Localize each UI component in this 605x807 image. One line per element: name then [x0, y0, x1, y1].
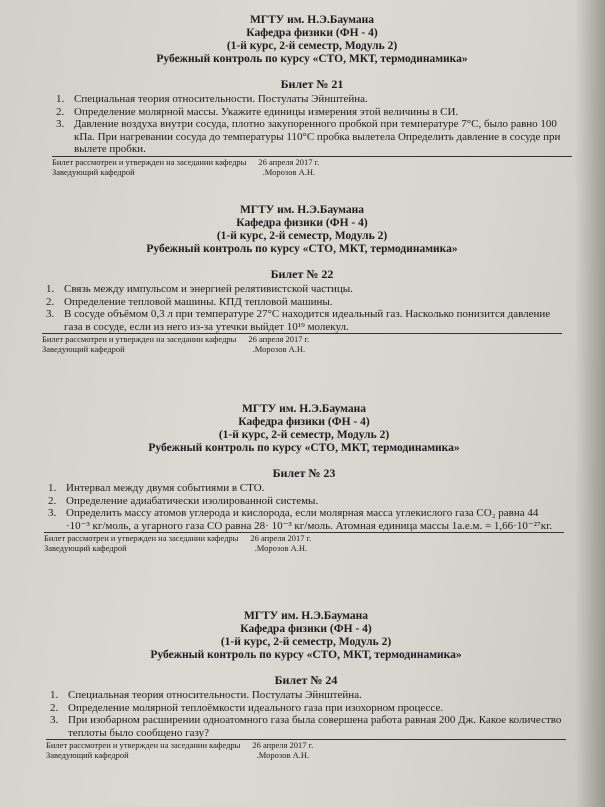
department-name: Кафедра физики (ФН - 4) [246, 27, 378, 39]
ticket-24 [46, 610, 566, 760]
question-number: 1. [48, 482, 57, 494]
question-text: Определение адиабатически изолированной системы. [66, 494, 319, 507]
question-text: Специальная теория относительности. Постулаты Эйнштейна. [74, 93, 368, 105]
question-item [46, 714, 566, 740]
approval-line [46, 740, 566, 750]
question-item [44, 495, 564, 508]
question-item [46, 689, 566, 702]
signature-line [46, 750, 566, 760]
question-list [44, 482, 564, 533]
head-name: .Морозов А.Н. [252, 344, 306, 354]
department-name: Кафедра физики (ФН - 4) [238, 416, 370, 428]
approval-date: 26 апреля 2017 г. [258, 156, 320, 167]
question-text: Определить массу атомов углерода и кислорода, если молярная масса углекислого газа СО₂ равна 44 ·10⁻³ кг/моль, а угарного газа СО равна 28· 10⁻³ кг/моль. Атомная единица массы 1а.е.м. = 1,66·10⁻²⁷кг. [66, 507, 553, 532]
question-text: Давление воздуха внутри сосуда, плотно закупоренного пробкой при температуре 7°С, было равно 100 кПа. При нагревании сосуда до температуры 110°С пробка вылетела Определить давление в сосуде при вылете пробки. [74, 118, 561, 155]
approval-line [44, 533, 564, 543]
head-name: .Морозов А.Н. [254, 543, 308, 553]
question-item [44, 507, 564, 533]
university-name: МГТУ им. Н.Э.Баумана [243, 610, 369, 622]
question-item [44, 482, 564, 495]
question-number: 2. [50, 701, 59, 714]
approval-text: Билет рассмотрен и утвержден на заседании кафедры [52, 156, 247, 167]
question-number: 2. [48, 494, 57, 507]
exam-subject: Рубежный контроль по курсу «СТО, МКТ, термодинамика» [150, 649, 462, 661]
signature-line [42, 344, 562, 354]
signature-line [52, 167, 572, 177]
question-text: Специальная теория относительности. Постулаты Эйнштейна. [68, 689, 362, 701]
question-number: 2. [46, 295, 55, 308]
question-text: В сосуде объёмом 0,3 л при температуре 27°С находится идеальный газ. Насколько понизится давление газа в сосуде, если из него из-за утечки выйдет 10¹⁹ молекул. [64, 308, 551, 333]
question-text: Связь между импульсом и энергией релятивистской частицы. [64, 283, 353, 295]
signature-line [44, 543, 564, 553]
question-item [42, 296, 562, 309]
head-name: .Морозов А.Н. [256, 750, 310, 760]
university-name: МГТУ им. Н.Э.Баумана [241, 403, 367, 415]
question-number: 3. [50, 714, 59, 726]
head-label: Заведующий кафедрой [42, 344, 125, 354]
question-item [42, 283, 562, 296]
course-info: (1-й курс, 2-й семестр, Модуль 2) [226, 40, 398, 52]
department-name: Кафедра физики (ФН - 4) [240, 623, 372, 635]
paper-shadow [575, 0, 605, 807]
question-number: 1. [46, 283, 55, 295]
course-info: (1-й курс, 2-й семестр, Модуль 2) [218, 429, 390, 441]
ticket-title: Билет № 21 [280, 77, 344, 91]
question-number: 3. [48, 507, 57, 519]
exam-subject: Рубежный контроль по курсу «СТО, МКТ, термодинамика» [146, 243, 458, 255]
question-item [52, 106, 572, 119]
approval-text: Билет рассмотрен и утвержден на заседании кафедры [44, 533, 239, 543]
ticket-title: Билет № 22 [270, 267, 334, 281]
ticket-title: Билет № 23 [272, 466, 336, 480]
question-item [52, 93, 572, 106]
question-number: 1. [56, 93, 65, 105]
university-name: МГТУ им. Н.Э.Баумана [239, 204, 365, 216]
question-list [46, 689, 566, 740]
question-text: При изобарном расширении одноатомного газа была совершена работа равная 200 Дж. Какое количество теплоты было сообщено газу? [68, 714, 562, 739]
course-info: (1-й курс, 2-й семестр, Модуль 2) [220, 636, 392, 648]
head-label: Заведующий кафедрой [44, 543, 127, 553]
approval-text: Билет рассмотрен и утвержден на заседании кафедры [46, 740, 241, 750]
question-item [46, 702, 566, 715]
question-text: Интервал между двумя событиями в СТО. [66, 482, 265, 494]
head-label: Заведующий кафедрой [46, 750, 129, 760]
question-text: Определение молярной массы. Укажите единицы измерения этой величины в СИ. [74, 105, 459, 118]
approval-date: 26 апреля 2017 г. [252, 740, 314, 750]
question-item [52, 118, 572, 157]
question-number: 3. [46, 308, 55, 320]
department-name: Кафедра физики (ФН - 4) [236, 217, 368, 229]
exam-subject: Рубежный контроль по курсу «СТО, МКТ, термодинамика» [148, 442, 460, 454]
question-number: 2. [56, 105, 65, 118]
approval-text: Билет рассмотрен и утвержден на заседании кафедры [42, 334, 237, 344]
question-list [42, 283, 562, 334]
question-text: Определение тепловой машины. КПД тепловой машины. [64, 295, 333, 308]
ticket-22 [42, 204, 562, 354]
approval-date: 26 апреля 2017 г. [248, 334, 310, 344]
exam-subject: Рубежный контроль по курсу «СТО, МКТ, термодинамика» [156, 53, 468, 65]
approval-line [42, 334, 562, 344]
question-item [42, 308, 562, 334]
question-text: Определение молярной теплоёмкости идеального газа при изохорном процессе. [68, 701, 444, 714]
question-list [52, 93, 572, 157]
ticket-title: Билет № 24 [274, 673, 338, 687]
question-number: 3. [56, 118, 65, 130]
course-info: (1-й курс, 2-й семестр, Модуль 2) [216, 230, 388, 242]
university-name: МГТУ им. Н.Э.Баумана [249, 14, 375, 26]
approval-line [52, 157, 572, 167]
approval-date: 26 апреля 2017 г. [250, 533, 312, 543]
ticket-23 [44, 403, 564, 553]
ticket-21 [52, 14, 572, 177]
head-name: .Морозов А.Н. [262, 166, 316, 177]
head-label: Заведующий кафедрой [52, 166, 135, 177]
question-number: 1. [50, 689, 59, 701]
